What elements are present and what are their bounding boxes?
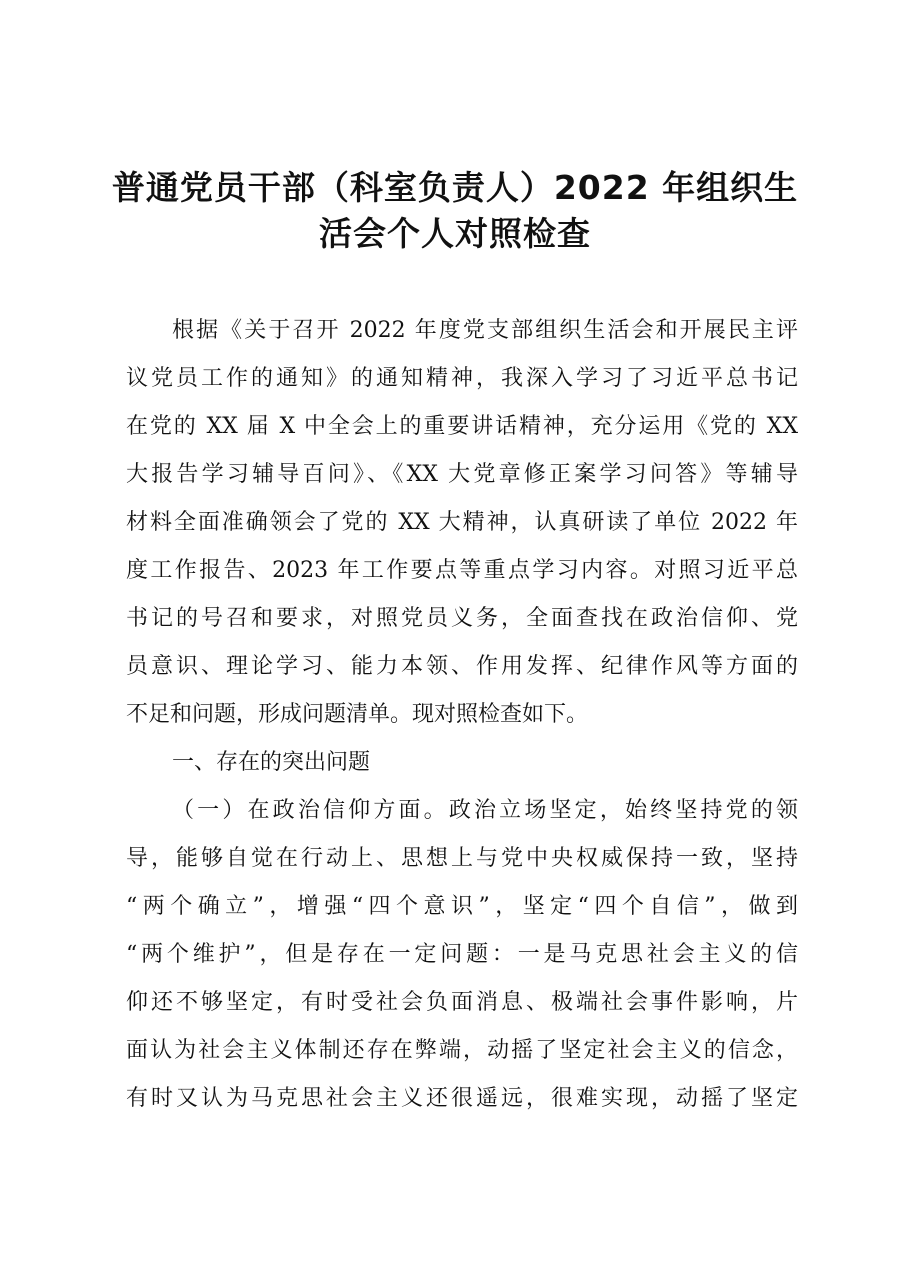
section-heading: 一、存在的突出问题 bbox=[172, 750, 371, 775]
paragraph-line: “两个维护”，但是存在一定问题：一是马克思社会主义的信 bbox=[126, 942, 798, 967]
paragraph-line: 在党的 XX 届 X 中全会上的重要讲话精神，充分运用《党的 XX bbox=[126, 414, 798, 439]
document-title-line-2: 活会个人对照检查 bbox=[319, 214, 591, 253]
paragraph-line: 大报告学习辅导百问》、《XX 大党章修正案学习问答》等辅导 bbox=[126, 462, 798, 487]
paragraph-line: “两个确立”，增强“四个意识”，坚定“四个自信”，做到 bbox=[126, 894, 798, 919]
paragraph-line: 不足和问题，形成问题清单。现对照检查如下。 bbox=[126, 702, 589, 727]
paragraph-line: 仰还不够坚定，有时受社会负面消息、极端社会事件影响，片 bbox=[126, 990, 798, 1015]
paragraph-line: 员意识、理论学习、能力本领、作用发挥、纪律作风等方面的 bbox=[126, 654, 798, 679]
paragraph-line: （一）在政治信仰方面。政治立场坚定，始终坚持党的领 bbox=[172, 798, 798, 823]
paragraph-line: 议党员工作的通知》的通知精神，我深入学习了习近平总书记 bbox=[126, 366, 798, 391]
paragraph-line: 面认为社会主义体制还存在弊端，动摇了坚定社会主义的信念， bbox=[126, 1038, 798, 1063]
paragraph-line: 有时又认为马克思社会主义还很遥远，很难实现，动摇了坚定 bbox=[126, 1086, 798, 1111]
paragraph-line: 度工作报告、2023 年工作要点等重点学习内容。对照习近平总 bbox=[126, 558, 798, 583]
paragraph-line: 根据《关于召开 2022 年度党支部组织生活会和开展民主评 bbox=[172, 318, 798, 343]
document-title-line-1: 普通党员干部（科室负责人）2022 年组织生 bbox=[111, 168, 799, 207]
paragraph-line: 书记的号召和要求，对照党员义务，全面查找在政治信仰、党 bbox=[126, 606, 798, 631]
paragraph-line: 导，能够自觉在行动上、思想上与党中央权威保持一致，坚持 bbox=[126, 846, 798, 871]
paragraph-line: 材料全面准确领会了党的 XX 大精神，认真研读了单位 2022 年 bbox=[126, 510, 798, 535]
